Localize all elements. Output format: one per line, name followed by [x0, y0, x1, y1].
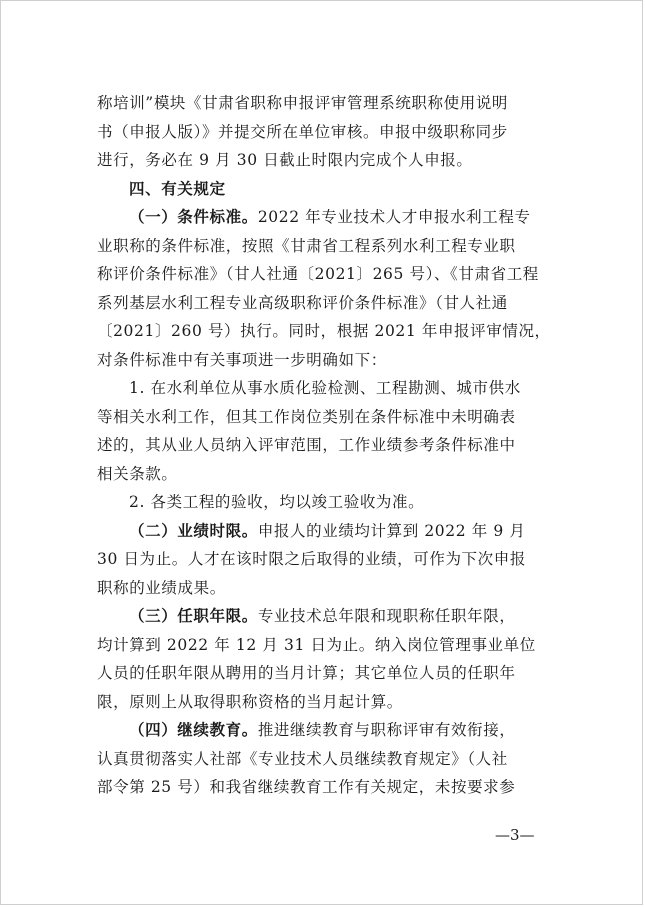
text-line: 认真贯彻落实人社部《专业技术人员继续教育规定》（人社 [97, 749, 508, 768]
text-line: 对条件标准中有关事项进一步明确如下： [97, 350, 387, 369]
subsection-label: （三）任职年限。 [129, 607, 258, 625]
subsection-first-line [97, 602, 555, 631]
text-line: 系列基层水利工程专业高级职称评价条件标准》（甘人社通 [97, 293, 508, 312]
text-line: 30 日为止。人才在该时限之后取得的业绩，可作为下次申报 [97, 550, 526, 568]
document-body [97, 89, 555, 802]
text-segment: 申报人的业绩均计算到 2022 年 9 月 [257, 521, 526, 540]
text-line: 述的，其从业人员纳入评审范围，工作业绩参考条件标准中 [97, 436, 516, 454]
text-segment: 专业技术总年限和现职称任职年限， [257, 607, 516, 625]
subsection-first-line [97, 716, 555, 745]
page-number: —3— [495, 826, 535, 844]
text-line: 均计算到 2022 年 12 月 31 日为止。纳入岗位管理事业单位 [97, 635, 536, 654]
text-line: 等相关水利工作，但其工作岗位类别在条件标准中未明确表 [97, 407, 516, 426]
subsection-label: （四）继续教育。 [129, 721, 258, 739]
list-item-line: 1. 在水利单位从事水质化验检测、工程勘测、城市供水 [129, 379, 521, 397]
text-line: 部令第 25 号）和我省继续教育工作有关规定，未按要求参 [97, 778, 516, 796]
text-line: 〔2021〕260 号）执行。同时，根据 2021 年申报评审情况， [97, 322, 551, 340]
text-segment: 推进继续教育与职称评审有效衔接， [257, 721, 516, 739]
subsection-label: （二）业绩时限。 [129, 521, 258, 540]
text-line: 称培训”模块《甘肃省职称申报评审管理系统职称使用说明 [97, 94, 509, 112]
list-item-line: 2. 各类工程的验收，均以竣工验收为准。 [129, 493, 425, 511]
text-line: 职称的业绩成果。 [97, 578, 226, 597]
subsection-label: （一）条件标准。 [129, 208, 258, 226]
text-line: 进行，务必在 9 月 30 日截止时限内完成个人申报。 [97, 151, 473, 169]
text-segment: 2022 年专业技术人才申报水利工程专 [257, 208, 531, 226]
subsection-first-line [97, 203, 555, 232]
section-heading: 四、有关规定 [129, 179, 226, 198]
text-line: 业职称的条件标准，按照《甘肃省工程系列水利工程专业职 [97, 236, 516, 255]
text-line: 称评价条件标准》（甘人社通〔2021〕265 号）、《甘肃省工程 [97, 265, 539, 283]
subsection-first-line [97, 517, 555, 546]
text-line: 书（申报人版）》并提交所在单位审核。申报中级职称同步 [97, 122, 508, 141]
text-line: 限，原则上从取得职称资格的当月起计算。 [97, 692, 403, 711]
text-line: 人员的任职年限从聘用的当月计算；其它单位人员的任职年 [97, 664, 516, 682]
text-line: 相关条款。 [97, 464, 178, 483]
